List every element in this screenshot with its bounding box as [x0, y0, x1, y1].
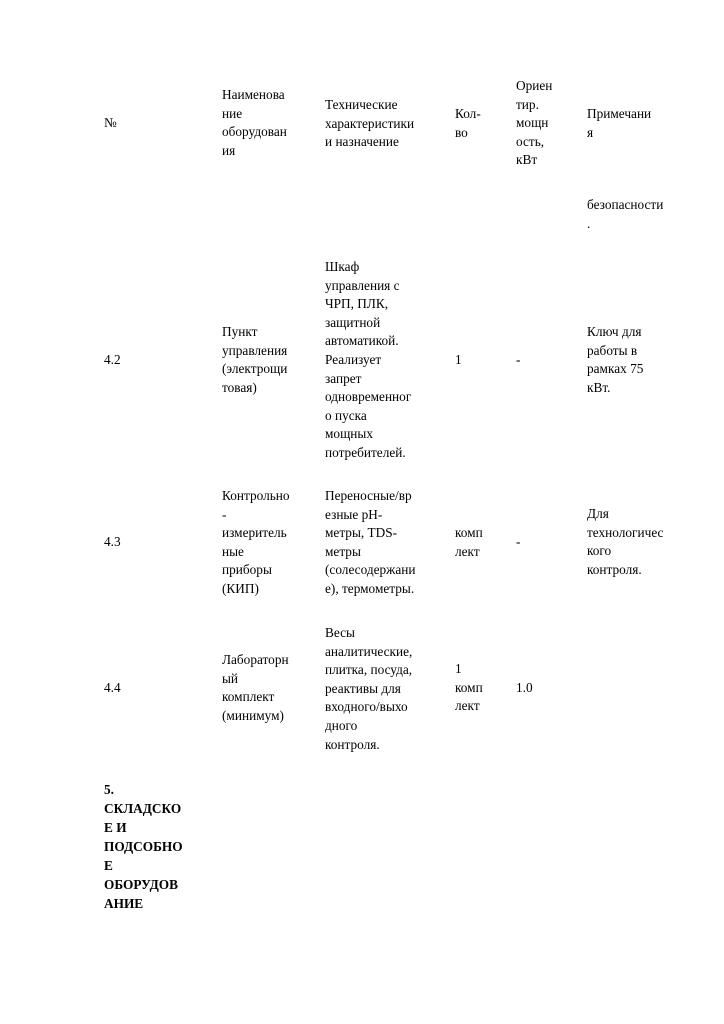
header-power: Ориен тир. мощн ость, кВт: [516, 78, 553, 168]
header-num: №: [104, 115, 117, 130]
row-4-3-spec: Переносные/вр езные pH- метры, TDS- метры (солесодержани е), термометры.: [325, 488, 416, 596]
row-4-4-qty: 1 комп лект: [455, 661, 483, 714]
row-4-4-power: 1.0: [516, 680, 533, 695]
row-4-4-name: Лабораторн ый комплект (минимум): [222, 652, 289, 723]
header-spec: Технические характеристики и назначение: [325, 97, 415, 150]
continuation-note: безопасности .: [587, 197, 664, 231]
row-4-2-note: Ключ для работы в рамках 75 кВт.: [587, 324, 644, 395]
row-4-4-num: 4.4: [104, 680, 121, 695]
header-note: Примечани я: [587, 106, 652, 140]
row-4-3-name: Контрольно - измеритель ные приборы (КИП): [222, 488, 290, 596]
row-4-3-qty: комп лект: [455, 525, 483, 559]
row-4-3-power: -: [516, 534, 521, 549]
header-qty: Кол- во: [455, 106, 481, 140]
header-name: Наименова ние оборудован ия: [222, 87, 287, 158]
row-4-2-power: -: [516, 352, 521, 367]
row-4-4-spec: Весы аналитические, плитка, посуда, реактивы для входного/выхо дного контроля.: [325, 625, 413, 752]
row-4-2-qty: 1: [455, 352, 462, 367]
section-5-heading: 5. СКЛАДСКО Е И ПОДСОБНО Е ОБОРУДОВ АНИЕ: [104, 782, 183, 911]
row-4-3-note: Для технологичес кого контроля.: [587, 506, 664, 577]
row-4-2-num: 4.2: [104, 352, 121, 367]
row-4-2-name: Пункт управления (электрощи товая): [222, 324, 288, 395]
row-4-3-num: 4.3: [104, 534, 121, 549]
row-4-2-spec: Шкаф управления с ЧРП, ПЛК, защитной автоматикой. Реализует запрет одновременног о пуска мощных потребителей.: [325, 259, 412, 460]
